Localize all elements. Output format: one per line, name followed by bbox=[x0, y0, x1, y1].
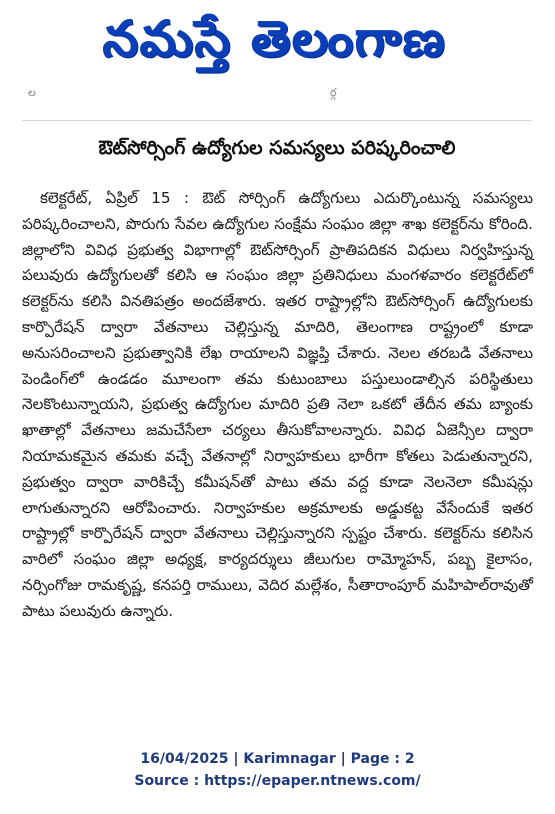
divider bbox=[22, 120, 532, 121]
article-body: కలెక్టరేట్, ఏప్రిల్ 15 : ఔట్ సోర్సింగ్ ఉద్యోగులు ఎదుర్కొంటున్న సమస్యలు పరిష్కరించాలని, పొరుగు సేవల ఉద్యోగుల సంక్షేమ సంఘం జిల్లా శాఖ కలెక్టర్‌ను కోరింది. జిల్లాలోని వివిధ ప్రభుత్వ విభాగాల్లో ఔట్‌సోర్సింగ్ ప్రాతిపదికన విధులు నిర్వహిస్తున్న పలువురు ఉద్యోగులతో కలిసి ఆ సంఘం జిల్లా ప్రతినిధులు మంగళవారం కలెక్టరేట్‌లో కలెక్టర్‌ను కలిసి వినతిపత్రం అందజేశారు. ఇతర రాష్ట్రాల్లోని ఔట్‌సోర్సింగ్ ఉద్యోగులకు కార్పొరేషన్ ద్వారా వేతనాలు చెల్లిస్తున్న మాదిరి, తెలంగాణ రాష్ట్రంలో కూడా అనుసరించాలని ప్రభుత్వానికి లేఖ రాయాలని విజ్ఞప్తి చేశారు. నెలల తరబడి వేతనాలు పెండింగ్‌లో ఉండడం మూలంగా తమ కుటుంబాలు పస్తులుండాల్సిన పరిస్థితులు నెలకొంటున్నాయని, ప్రభుత్వ ఉద్యోగుల మాదిరి ప్రతి నెలా ఒకటో తేదీన తమ బ్యాంకు ఖాతాల్లో వేతనాలు జమచేసేలా చర్యలు తీసుకోవాలన్నారు. వివిధ ఏజెన్సీల ద్వారా నియామకమైన తమకు వచ్చే వేతనాల్లో నిర్వాహకులు భారీగా కోతలు పెడుతున్నారని, ప్రభుత్వం ద్వారా వారికిచ్చే కమీషన్‌తో పాటు తమ వద్ద కూడా నెలనెలా కమీషన్లు లాగుతున్నారని ఆరోపించారు. నిర్వాహకుల అక్రమాలకు అడ్డుకట్ట వేసేందుకే ఇతర రాష్ట్రాల్లో కార్పొరేషన్ ద్వారా వేతనాలు చెల్లిస్తున్నారని స్పష్టం చేశారు. కలెక్టర్‌ను కలిసిన వారిలో సంఘం జిల్లా అధ్యక్ష, కార్యదర్శులు జీలుగుల రామ్మోహన్, పబ్బ కైలాసం, నర్సింగోజు రామకృష్ణ, కనపర్తి రాములు, వెదిర మల్లేశం, సీతారాంపూర్ మహిపాల్‌రావుతో పాటు పలువురు ఉన్నారు. bbox=[22, 189, 533, 620]
article-headline: ఔట్‌సోర్సింగ్ ఉద్యోగుల సమస్యలు పరిష్కరించాలి bbox=[98, 137, 456, 159]
strip-fragment-left: ల bbox=[28, 86, 36, 99]
top-strip bbox=[10, 82, 545, 104]
footer-meta: 16/04/2025 | Karimnagar | Page : 2 bbox=[140, 751, 415, 767]
footer-source[interactable]: Source : https://epaper.ntnews.com/ bbox=[134, 773, 421, 789]
strip-fragment-right: ర్గ bbox=[330, 86, 337, 99]
newspaper-masthead: నమస్తే తెలంగాణ bbox=[103, 10, 447, 68]
